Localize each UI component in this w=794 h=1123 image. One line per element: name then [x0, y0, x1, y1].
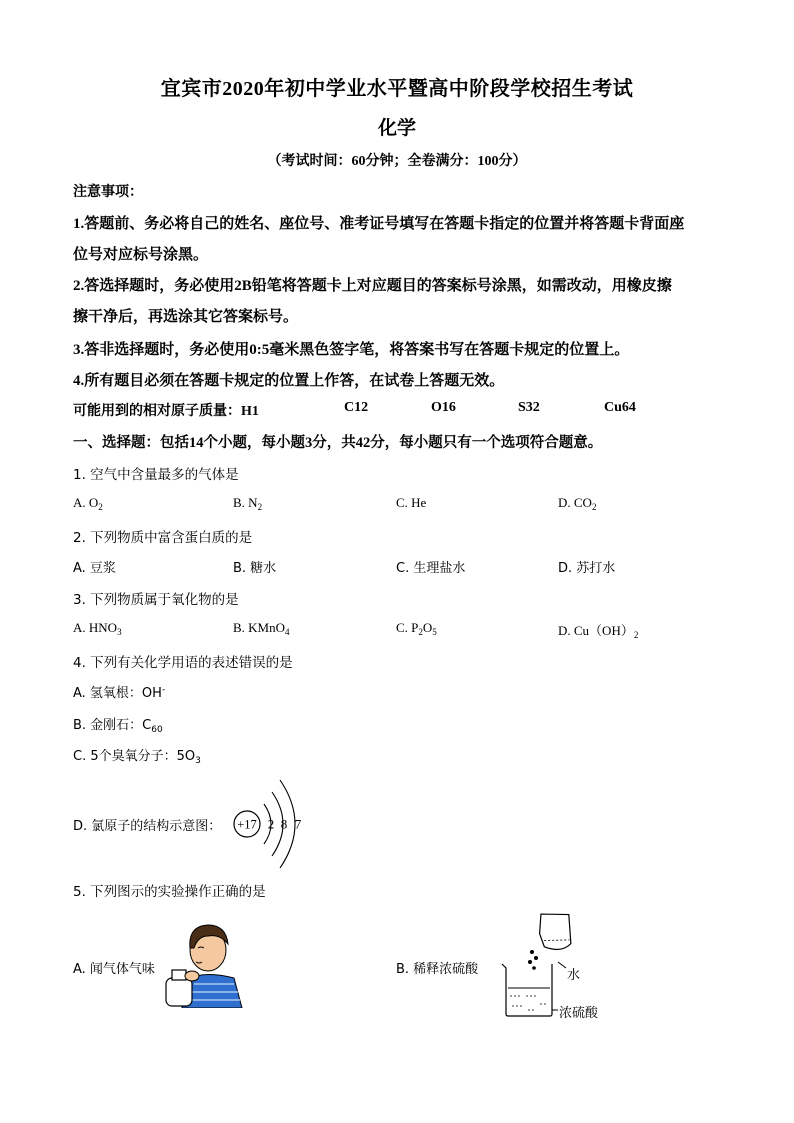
- atomic-masses-label: 可能用到的相对原子质量：H1: [73, 404, 259, 419]
- q2-option-a: A. 豆浆: [73, 561, 116, 576]
- q1-option-a: A. $O_2$: [73, 495, 103, 512]
- note-3: 3.答非选择题时，务必使用0:5毫米黑色签字笔，将答案书写在答题卡规定的位置上。: [73, 342, 630, 358]
- q3-option-d: D. $Cu(OH)_2$: [558, 623, 639, 640]
- atomic-mass-cu: Cu64: [604, 400, 636, 415]
- q5-option-b: B. 稀释浓硫酸: [396, 962, 479, 977]
- q4-option-c: C. 5个臭氧分子：$5O_3$: [73, 749, 201, 766]
- atomic-mass-c: C12: [344, 400, 369, 415]
- atomic-mass-o: O16: [431, 400, 456, 415]
- notes-heading: 注意事项：: [73, 185, 143, 200]
- atomic-mass-s: S32: [518, 400, 540, 415]
- exam-title: 宜宾市2020年初中学业水平暨高中阶段学校招生考试: [160, 78, 634, 100]
- question-3-stem: 3. 下列物质属于氧化物的是: [73, 592, 239, 608]
- q3-option-a: A. $HNO_3$: [73, 620, 122, 637]
- label-concentrated-acid: 浓硫酸: [559, 1006, 599, 1021]
- q2-option-b: B. 糖水: [233, 561, 277, 576]
- note-2-line-2: 擦干净后，再选涂其它答案标号。: [73, 309, 299, 325]
- label-water: 水: [567, 968, 581, 983]
- q4-option-d: D. 氯原子的结构示意图：: [73, 819, 222, 834]
- subject-title: 化学: [377, 118, 416, 139]
- q1-option-b: B. $N_2$: [233, 495, 263, 512]
- exam-meta: （考试时间：60分钟；全卷满分：100分）: [267, 154, 527, 169]
- q4-option-b: B. 金刚石：$C_{60}$: [73, 718, 163, 735]
- q3-option-c: C. $P_2O_5$: [396, 620, 437, 637]
- shell-1-electrons: 2: [267, 816, 275, 832]
- smelling-gas-illustration: [164, 918, 246, 1008]
- q1-option-c: C. He: [396, 495, 427, 510]
- q4-option-a: A. 氢氧根：OH-: [73, 685, 166, 701]
- note-1-line-2: 位号对应标号涂黑。: [73, 247, 209, 263]
- chlorine-atom-diagram: [228, 776, 318, 872]
- q2-option-c: C. 生理盐水: [396, 561, 466, 576]
- question-2-stem: 2. 下列物质中富含蛋白质的是: [73, 530, 253, 546]
- question-5-stem: 5. 下列图示的实验操作正确的是: [73, 884, 266, 900]
- note-1-line-1: 1.答题前、务必将自己的姓名、座位号、准考证号填写在答题卡指定的位置并将答题卡背面座: [73, 216, 685, 232]
- question-4-stem: 4. 下列有关化学用语的表述错误的是: [73, 655, 293, 671]
- question-1-stem: 1. 空气中含量最多的气体是: [73, 467, 239, 483]
- note-2-line-1: 2.答选择题时，务必使用2B铅笔将答题卡上对应题目的答案标号涂黑，如需改动，用橡皮擦: [73, 278, 672, 294]
- q5-option-a: A. 闻气体气味: [73, 962, 155, 977]
- shell-3-electrons: 7: [294, 816, 302, 832]
- q3-option-b: B. KMnO$_4$: [233, 620, 290, 637]
- q2-option-d: D. 苏打水: [558, 561, 616, 576]
- section-heading: 一、选择题：包括14个小题，每小题3分，共42分，每小题只有一个选项符合题意。: [73, 435, 603, 451]
- nucleus-charge: +17: [237, 817, 257, 832]
- note-4: 4.所有题目必须在答题卡规定的位置上作答，在试卷上答题无效。: [73, 373, 505, 389]
- shell-2-electrons: 8: [280, 816, 288, 832]
- q1-option-d: D. $CO_2$: [558, 495, 597, 512]
